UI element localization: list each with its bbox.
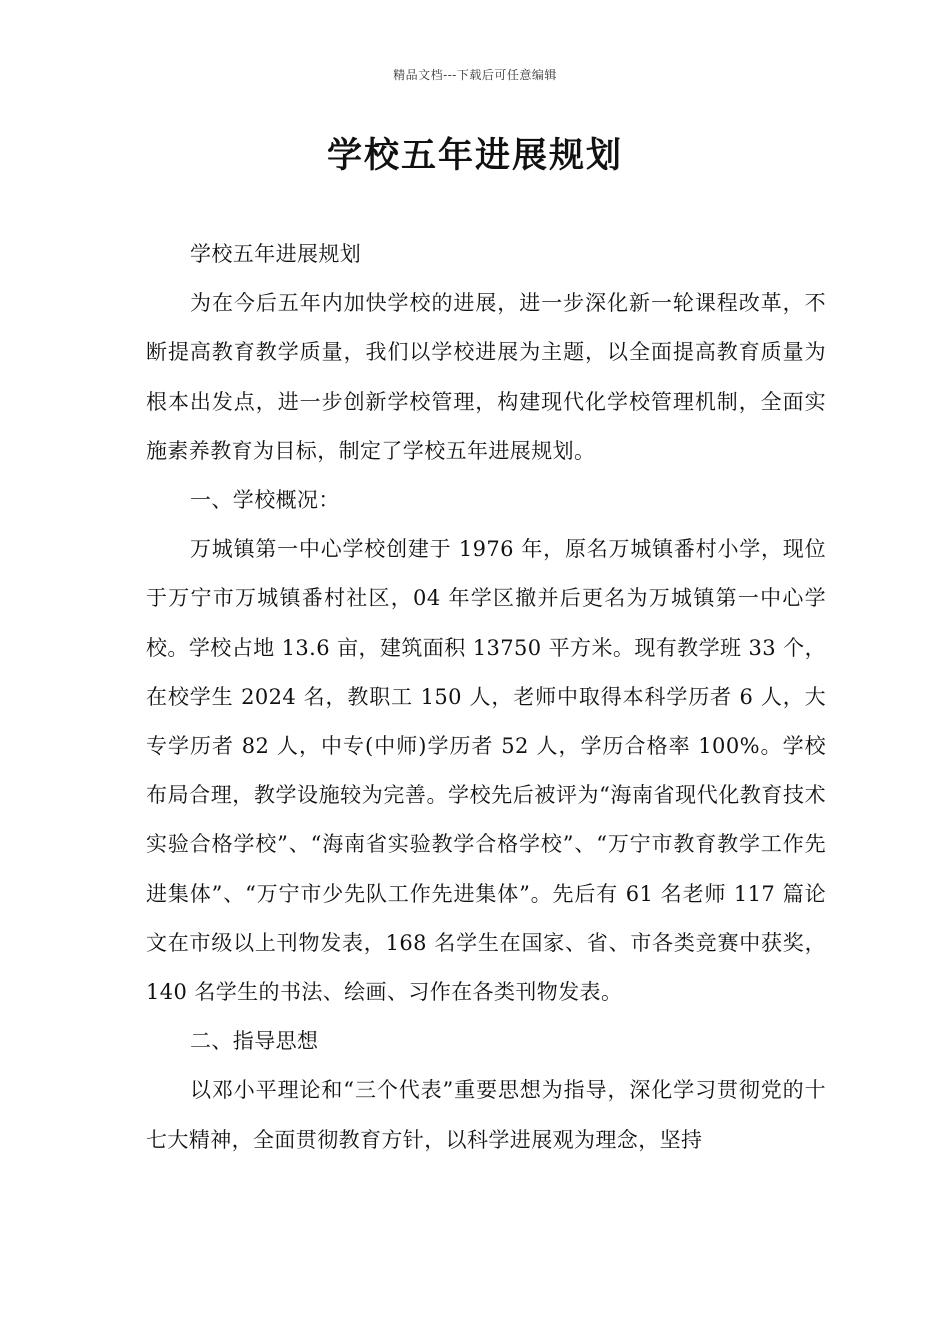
paragraph-subtitle: 学校五年进展规划 — [190, 242, 362, 266]
paragraph-overview: 万城镇第一中心学校创建于 1976 年，原名万城镇番村小学，现位于万宁市万城镇番村社区，04 年学区撤并后更名为万城镇第一中心学校。学校占地 13.6 亩，建筑面积 13750 平方米。现有教学班 33 个，在校学生 2024 名，教职工 150 人，老师中取得本科学历者 6 人，大专学历者 82 人，中专(中师)学历者 52 人，学历合格率 100%。学校布局合理，教学设施较为完善。学校先后被评为“海南省现代化教育技术实验合格学校”、“海南省实验教学合格学校”、“万宁市教育教学工作先进集体”、“万宁市少先队工作先进集体”。先后有 61 名老师 117 篇论文在市级以上刊物发表，168 名学生在国家、省、市各类竞赛中获奖，140 名学生的书法、绘画、习作在各类刊物发表。 — [146, 537, 826, 1005]
document-title: 学校五年进展规划 — [326, 135, 623, 176]
header-note: 精品文档---下载后可任意编辑 — [393, 68, 557, 82]
section-heading-overview: 一、学校概况： — [190, 488, 340, 513]
document-body — [146, 230, 826, 1165]
paragraph-intro: 为在今后五年内加快学校的进展，进一步深化新一轮课程改革，不断提高教育教学质量，我们以学校进展为主题，以全面提高教育质量为根本出发点，进一步创新学校管理，构建现代化学校管理机制，全面实施素养教育为目标，制定了学校五年进展规划。 — [146, 291, 826, 463]
paragraph-guiding-ideology: 以邓小平理论和“三个代表”重要思想为指导，深化学习贯彻党的十七大精神，全面贯彻教育方针，以科学进展观为理念，坚持 — [146, 1078, 826, 1152]
section-heading-guiding-ideology: 二、指导思想 — [190, 1029, 319, 1054]
